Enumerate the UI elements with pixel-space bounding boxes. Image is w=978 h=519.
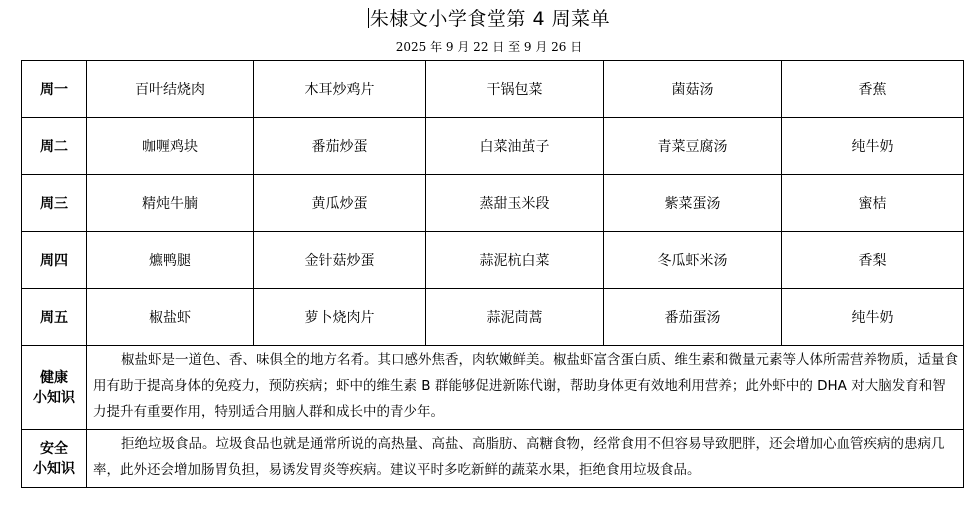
safety-tip-label-line1: 安全 [40, 440, 68, 457]
dish-cell: 纯牛奶 [782, 289, 964, 346]
health-tip-label-line1: 健康 [40, 369, 68, 386]
dish-cell: 番茄蛋汤 [604, 289, 782, 346]
dish-cell: 蒜泥杭白菜 [426, 232, 604, 289]
safety-tip-label [22, 430, 87, 488]
table-row-wednesday [22, 175, 964, 232]
dish-cell: 百叶结烧肉 [87, 61, 254, 118]
dish-cell: 紫菜蛋汤 [604, 175, 782, 232]
dish-cell: 香蕉 [782, 61, 964, 118]
dish-cell: 蜜桔 [782, 175, 964, 232]
day-label: 周四 [22, 232, 87, 289]
health-tip-label-line2: 小知识 [33, 389, 75, 406]
dish-cell: 金针菇炒蛋 [254, 232, 426, 289]
dish-cell: 咖喱鸡块 [87, 118, 254, 175]
dish-cell: 纯牛奶 [782, 118, 964, 175]
dish-cell: 蒸甜玉米段 [426, 175, 604, 232]
text-cursor [368, 8, 369, 28]
dish-cell: 萝卜烧肉片 [254, 289, 426, 346]
dish-cell: 黄瓜炒蛋 [254, 175, 426, 232]
dish-cell: 干锅包菜 [426, 61, 604, 118]
dish-cell: 精炖牛腩 [87, 175, 254, 232]
dish-cell: 菌菇汤 [604, 61, 782, 118]
dish-cell: 爊鸭腿 [87, 232, 254, 289]
day-label: 周一 [22, 61, 87, 118]
table-row-tuesday [22, 118, 964, 175]
dish-cell: 香梨 [782, 232, 964, 289]
dish-cell: 冬瓜虾米汤 [604, 232, 782, 289]
safety-tip-row [22, 430, 964, 488]
day-label: 周五 [22, 289, 87, 346]
dish-cell: 木耳炒鸡片 [254, 61, 426, 118]
dish-cell: 青菜豆腐汤 [604, 118, 782, 175]
safety-tip-label-line2: 小知识 [33, 460, 75, 477]
day-label: 周二 [22, 118, 87, 175]
page-title-text: 朱棣文小学食堂第 4 周菜单 [369, 8, 611, 30]
health-tip-row [22, 346, 964, 430]
safety-tip-text: 拒绝垃圾食品。垃圾食品也就是通常所说的高热量、高盐、高脂肪、高糖食物，经常食用不但容易导致肥胖，还会增加心血管疾病的患病几率，此外还会增加肠胃负担，易诱发胃炎等疾病。建议平时多吃新鲜的蔬菜水果，拒绝食用垃圾食品。 [87, 430, 964, 488]
health-tip-text: 椒盐虾是一道色、香、味俱全的地方名肴。其口感外焦香，肉软嫩鲜美。椒盐虾富含蛋白质、维生素和微量元素等人体所需营养物质，适量食用有助于提高身体的免疫力，预防疾病；虾中的维生素 B 群能够促进新陈代谢，帮助身体更有效地利用营养；此外虾中的 DHA 对大脑发育和智力提升有重要作用，特别适合用脑人群和成长中的青少年。 [87, 346, 964, 430]
dish-cell: 白菜油茧子 [426, 118, 604, 175]
menu-table [21, 60, 964, 488]
table-row-friday [22, 289, 964, 346]
health-tip-label [22, 346, 87, 430]
page-title [0, 6, 978, 32]
table-row-monday [22, 61, 964, 118]
date-range: 2025 年 9 月 22 日 至 9 月 26 日 [395, 40, 583, 54]
table-row-thursday [22, 232, 964, 289]
day-label: 周三 [22, 175, 87, 232]
dish-cell: 椒盐虾 [87, 289, 254, 346]
dish-cell: 番茄炒蛋 [254, 118, 426, 175]
dish-cell: 蒜泥茼蒿 [426, 289, 604, 346]
